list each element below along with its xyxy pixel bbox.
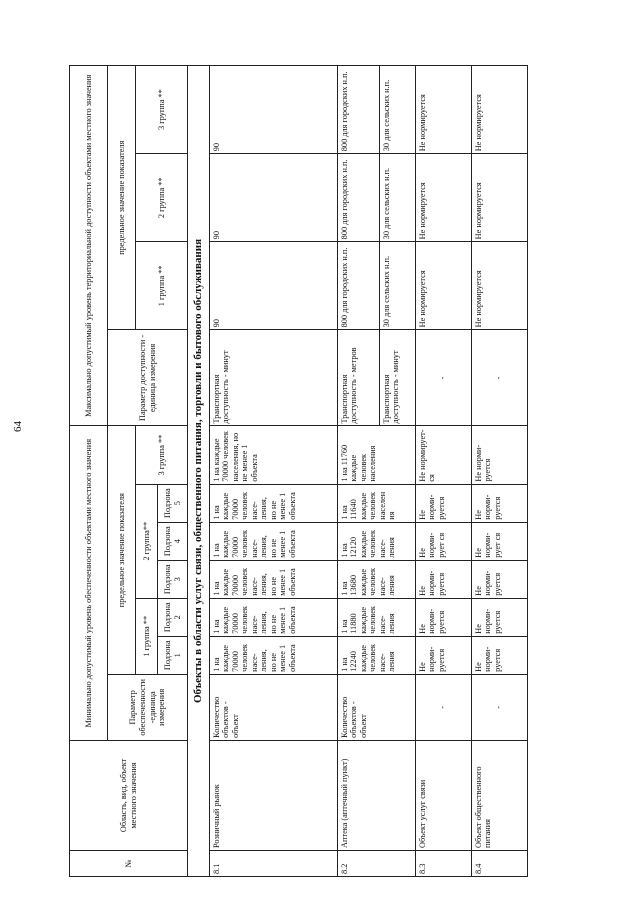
cell-access: -	[471, 330, 527, 426]
row-param: -	[415, 674, 471, 740]
row-num: 8.2	[337, 850, 415, 876]
cell-subzone-1: 1 на 12240 каждые человек насе-ления	[337, 636, 415, 674]
cell-subzone-4: 1 на каждые 70000 человек насе-ления, но не менее 1 объекта	[209, 522, 337, 560]
cell-subzone-3: Не норми-руется	[471, 560, 527, 598]
cell-group3: Не нормирует-ся	[415, 426, 471, 484]
header-r-group2: 2 группа **	[136, 154, 188, 242]
header-limit-value-right: предельное значение показателя	[108, 66, 136, 330]
header-max-level: Максимально допустимый уровень территориальной доступности объектами местного значения	[70, 66, 108, 427]
cell-r-group3: 90	[209, 66, 337, 154]
cell-subzone-2: Не норми-руется	[471, 598, 527, 636]
cell-r-group2: Не нормируется	[415, 154, 471, 242]
table-row	[209, 66, 337, 877]
cell-subzone-5: 1 на 11640 каждые человек населен ия	[337, 484, 415, 522]
header-group3: 3 группа **	[136, 426, 188, 484]
row-name: Объект общественного питания	[471, 740, 527, 850]
cell-subzone-5: Не норми-руется	[415, 484, 471, 522]
header-subzone-1: Подзона 1	[158, 636, 188, 674]
header-param-provision: Параметр обеспеченности -единица измерения	[108, 674, 188, 740]
row-param: Количество объектов - объект	[337, 674, 415, 740]
table-row	[337, 66, 379, 877]
header-area: Область, вид, объект местного значения	[70, 740, 188, 850]
cell-access-minutes: Транспортная доступность - минут	[379, 330, 415, 426]
page-number: 64	[12, 421, 24, 432]
row-num: 8.1	[209, 850, 337, 876]
cell-subzone-3: 1 на 13680 каждые человек насе-ления	[337, 560, 415, 598]
row-name: Аптека (аптечный пункт)	[337, 740, 415, 850]
cell-subzone-3: Не норми-руется	[415, 560, 471, 598]
cell-r-group1-urban: 800 для городских н.п.	[337, 242, 379, 330]
cell-subzone-4: Не норми-рует ся	[471, 522, 527, 560]
header-r-group3: 3 группа **	[136, 66, 188, 154]
rotated-table-container	[69, 65, 589, 877]
cell-r-group1-rural: 30 для сельских н.п.	[379, 242, 415, 330]
cell-group3: 1 на 11760 каждые человек населения	[337, 426, 415, 484]
cell-group3: 1 на каждые 70000 человек населения, но не менее 1 объекта	[209, 426, 337, 484]
cell-subzone-4: 1 на 12120 каждые человек насе-ления	[337, 522, 415, 560]
header-group2: 2 группа**	[136, 484, 158, 598]
header-subzone-4: Подзона 4	[158, 522, 188, 560]
cell-access: Транспортная доступность - минут	[209, 330, 337, 426]
cell-r-group3-rural: 30 для сельских н.п.	[379, 66, 415, 154]
cell-r-group3: Не нормируется	[415, 66, 471, 154]
norms-table	[69, 65, 528, 877]
header-min-level: Минимально допустимый уровень обеспеченности объектами местного значения	[70, 426, 108, 740]
cell-access: -	[415, 330, 471, 426]
header-param-access: Параметр доступности - единица измерения	[108, 330, 188, 426]
row-name: Объект услуг связи	[415, 740, 471, 850]
cell-access-meters: Транспортная доступность - метров	[337, 330, 379, 426]
cell-r-group2-urban: 800 для городских н.п.	[337, 154, 379, 242]
header-subzone-3: Подзона 3	[158, 560, 188, 598]
cell-subzone-5: Не норми-руется	[471, 484, 527, 522]
table-row	[471, 66, 527, 877]
cell-group3: Не норми-руется	[471, 426, 527, 484]
cell-r-group2: 90	[209, 154, 337, 242]
header-limit-value-left: предельное значение показателя	[108, 426, 136, 674]
row-param: -	[471, 674, 527, 740]
header-subzone-5: Подзона 5	[158, 484, 188, 522]
header-subzone-2: Подзона 2	[158, 598, 188, 636]
cell-r-group1: 90	[209, 242, 337, 330]
row-name: Розничный рынок	[209, 740, 337, 850]
header-num: №	[70, 850, 188, 876]
cell-subzone-5: 1 на каждые 70000 человек насе-ления, но не менее 1 объекта	[209, 484, 337, 522]
cell-subzone-1: 1 на каждые 70000 человек насе-ления, но не менее 1 объекта	[209, 636, 337, 674]
row-num: 8.4	[471, 850, 527, 876]
cell-r-group2: Не нормируется	[471, 154, 527, 242]
cell-r-group3-urban: 800 для городских н.п.	[337, 66, 379, 154]
cell-r-group3: Не нормируется	[471, 66, 527, 154]
cell-subzone-1: Не норми-руется	[415, 636, 471, 674]
cell-r-group1: Не нормируется	[471, 242, 527, 330]
cell-r-group1: Не нормируется	[415, 242, 471, 330]
cell-r-group2-rural: 30 для сельских н.п.	[379, 154, 415, 242]
cell-subzone-2: 1 на каждые 70000 человек насе-ления, но не менее 1 объекта	[209, 598, 337, 636]
cell-subzone-2: Не норми-руется	[415, 598, 471, 636]
table-row	[415, 66, 471, 877]
header-group1: 1 группа **	[136, 598, 158, 674]
cell-subzone-3: 1 на каждые 70000 человек насе-ления, но не менее 1 объекта	[209, 560, 337, 598]
row-num: 8.3	[415, 850, 471, 876]
section-title: Объекты в области услуг связи, общественного питания, торговли и бытового обслуживания	[188, 66, 210, 877]
cell-subzone-4: Не норми-рует ся	[415, 522, 471, 560]
row-param: Количество объектов - объект	[209, 674, 337, 740]
cell-subzone-2: 1 на 11880 каждые человек насе-ления	[337, 598, 415, 636]
header-r-group1: 1 группа **	[136, 242, 188, 330]
cell-subzone-1: Не норми-руется	[471, 636, 527, 674]
